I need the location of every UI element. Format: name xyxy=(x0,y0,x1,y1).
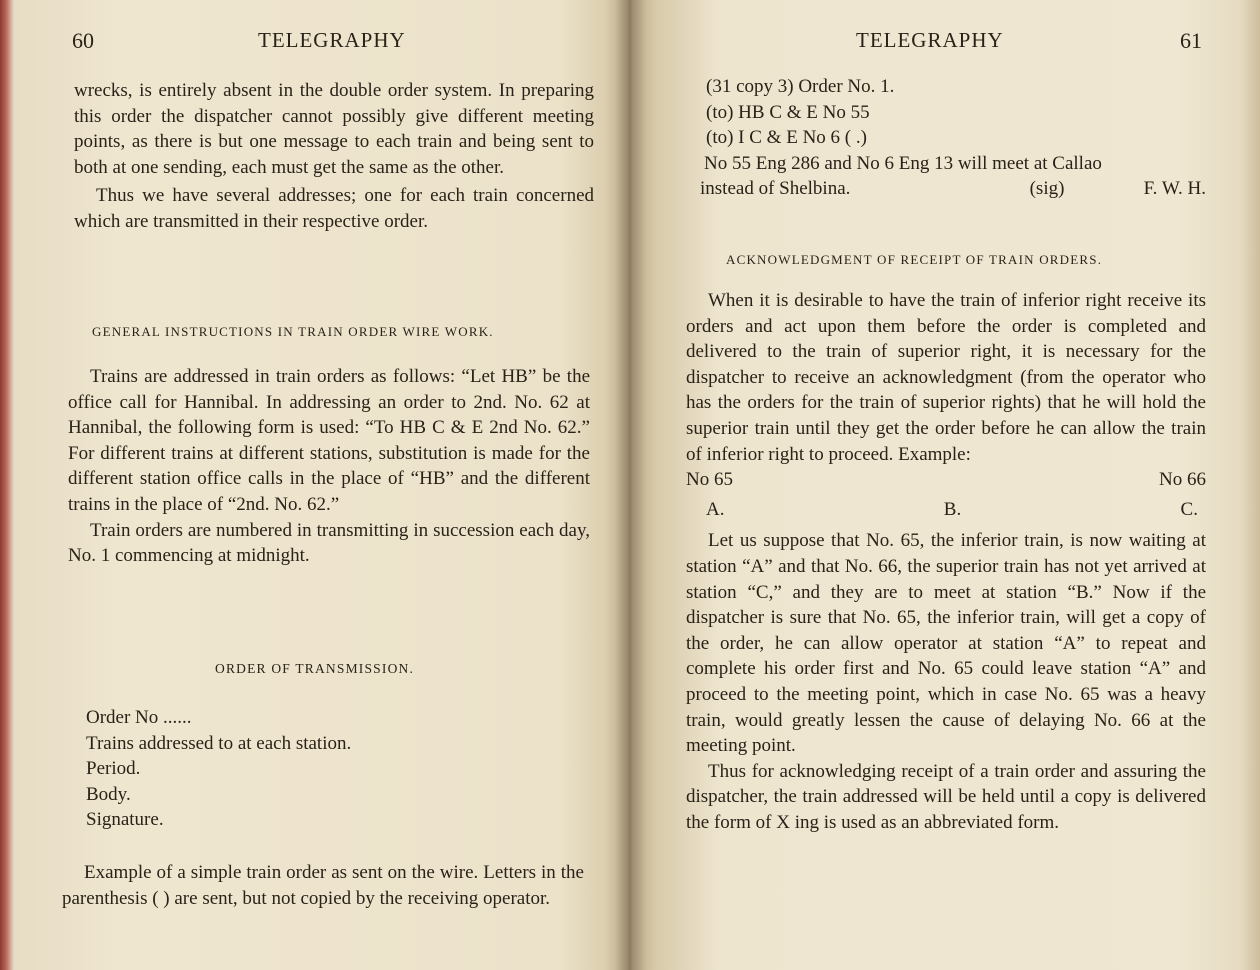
stations-row xyxy=(686,493,1206,523)
paragraph: Example of a simple train order as sent on the wire. Letters in the parenthesis ( ) are sent, but not copied by the receiving operator. xyxy=(62,862,584,909)
order-line: (to) HB C & E No 55 xyxy=(706,101,870,123)
order-list xyxy=(86,705,586,833)
station-a: A. xyxy=(706,498,725,520)
left-top-text xyxy=(74,78,594,235)
paragraph: Trains are addressed in train orders as follows: “Let HB” be the office call for Hannibal. In addressing an order to 2nd. No. 62 at Hannibal, the following form is used: “To HB C & E 2nd No. 62.” For different trains at different stations, substitution is made for the different station office calls in the place of “HB” and the different trains in the place of “2nd. No. 62.” xyxy=(68,366,590,515)
order-line: (31 copy 3) Order No. 1. xyxy=(706,76,895,97)
trains-row xyxy=(686,467,1206,493)
list-item: Period. xyxy=(86,758,141,780)
list-item: Signature. xyxy=(86,809,164,831)
paragraph: When it is desirable to have the train of inferior right receive its orders and act upon them before the order is completed and delivered to the train of superior right, it is necessary for the dispatcher to receive an acknowledgment (from the operator who has the orders for the train of superior rights) that he will hold the superior train until they get the order before he can allow the train of inferior right to proceed. Example: xyxy=(686,290,1206,465)
station-b: B. xyxy=(943,498,962,520)
order-line: (to) I C & E No 6 ( .) xyxy=(706,127,867,149)
order-line: No 55 Eng 286 and No 6 Eng 13 will meet at Callao xyxy=(704,152,1102,174)
section-heading-order: ORDER OF TRANSMISSION. xyxy=(215,661,415,676)
list-item: Order No ...... xyxy=(86,707,192,728)
train-right: No 66 xyxy=(1159,469,1206,491)
running-header-left: TELEGRAPHY xyxy=(258,28,406,52)
left-example-text xyxy=(62,860,584,911)
order-example xyxy=(700,74,1206,202)
order-line-text: instead of Shelbina. xyxy=(700,178,851,200)
list-item: Body. xyxy=(86,783,131,805)
right-page xyxy=(630,0,1260,970)
station-c: C. xyxy=(1180,498,1198,520)
order-last-line xyxy=(700,176,1206,202)
paragraph: Let us suppose that No. 65, the inferior train, is now waiting at station “A” and that No. 66, the superior train has not yet arrived at station “C,” and they are to meet at station “B.” Now if the dispatcher is sure that No. 65, the inferior train, will get a copy of the order, he can allow operator at station “A” to repeat and complete his order first and No. 65 could leave station “A” and proceed to the meeting point, which in case No. 65 was a heavy train, would greatly lessen the cause of delaying No. 66 at the meeting point. xyxy=(686,530,1206,757)
train-left: No 65 xyxy=(686,469,733,491)
paragraph: wrecks, is entirely absent in the double order system. In preparing this order the dispatcher cannot possibly give different meeting points, as there is but one message to each train and being sent to both at one sending, each must get the same as the other. xyxy=(74,80,594,178)
paragraph: Thus we have several addresses; one for each train concerned which are transmitted in their respective order. xyxy=(74,185,594,232)
list-item: Trains addressed to at each station. xyxy=(86,732,352,754)
section-heading-general: GENERAL INSTRUCTIONS IN TRAIN ORDER WIRE WORK. xyxy=(92,324,494,339)
paragraph: Thus for acknowledging receipt of a train order and assuring the dispatcher, the train addressed will be held until a copy is delivered the form of X ing is used as an abbreviated form. xyxy=(686,760,1206,833)
order-initials: F. W. H. xyxy=(1143,178,1206,200)
section-heading-ack: ACKNOWLEDGMENT OF RECEIPT OF TRAIN ORDERS. xyxy=(726,252,1103,267)
left-general-text xyxy=(68,364,590,569)
page-number-left: 60 xyxy=(72,28,94,53)
paragraph: Train orders are numbered in transmitting in succession each day, No. 1 commencing at midnight. xyxy=(68,519,590,567)
order-sig: (sig) xyxy=(1029,178,1065,200)
right-ack-text xyxy=(686,288,1206,835)
page-number-right: 61 xyxy=(1180,28,1202,53)
running-header-right: TELEGRAPHY xyxy=(856,28,1004,52)
